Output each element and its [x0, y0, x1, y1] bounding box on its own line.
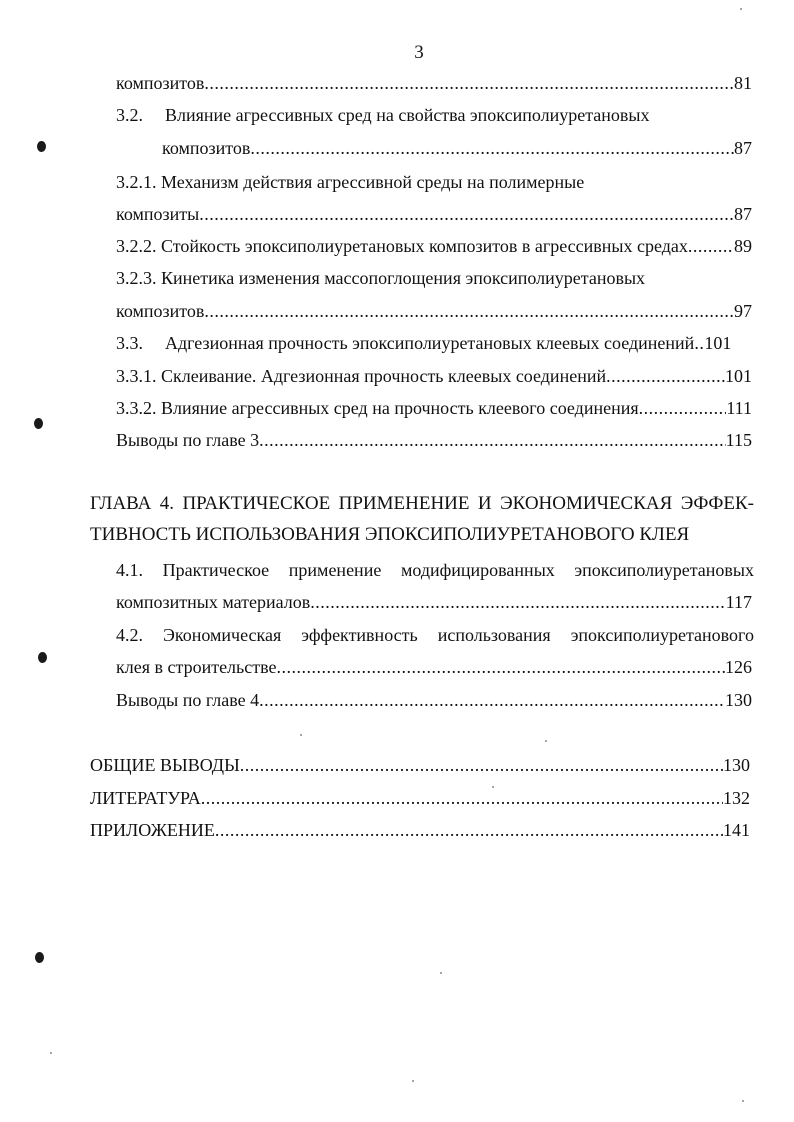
toc-entry-title: ОБЩИЕ ВЫВОДЫ: [90, 755, 240, 775]
binder-hole-mark: [35, 952, 44, 963]
toc-entry-page: 101: [704, 333, 732, 353]
toc-entry: [116, 590, 752, 614]
toc-entry-page: 130: [725, 690, 752, 710]
chapter-heading-line-1: ГЛАВА 4. ПРАКТИЧЕСКОЕ ПРИМЕНЕНИЕ И ЭКОНОМИЧЕСКАЯ ЭФФЕК-: [90, 493, 754, 514]
toc-entry-title: 3.2.3. Кинетика изменения массопоглощения эпоксиполиуретановых: [116, 268, 646, 288]
binder-hole-mark: [38, 652, 47, 663]
scan-speck: [412, 1080, 414, 1082]
toc-entry-page: 126: [725, 657, 752, 677]
leader-dots: [606, 364, 725, 388]
toc-entry-number: 3.2.: [116, 105, 143, 125]
scan-speck: [742, 1100, 744, 1102]
toc-entry: [116, 396, 752, 420]
toc-entry: [116, 655, 752, 679]
toc-entry-page: 141: [723, 820, 750, 840]
leader-dots: [310, 590, 725, 614]
toc-entry-page: 130: [723, 755, 750, 775]
toc-entry-title: Выводы по главе 3: [116, 430, 260, 450]
toc-entry-title: Адгезионная прочность эпоксиполиуретановых клеевых соединений: [165, 333, 695, 353]
page-number: 3: [414, 42, 424, 63]
toc-entry: [116, 428, 752, 452]
toc-entry: [116, 71, 752, 95]
scan-speck: [492, 786, 494, 788]
toc-entry-title: клея в строительстве: [116, 657, 277, 677]
toc-entry-page: 132: [723, 788, 750, 808]
leader-dots: [688, 234, 734, 258]
toc-entry: [162, 136, 752, 160]
toc-entry: [116, 331, 752, 355]
leader-dots: [250, 136, 734, 160]
toc-entry-page: 89: [734, 236, 752, 256]
binder-hole-mark: [34, 418, 43, 429]
toc-entry: [116, 364, 752, 388]
toc-entry-title: композиты: [116, 204, 200, 224]
toc-entry-title: Выводы по главе 4: [116, 690, 260, 710]
leader-dots: [199, 202, 734, 226]
leader-dots: [639, 396, 727, 420]
toc-entry-title: 3.3.1. Склеивание. Адгезионная прочность клеевых соединений: [116, 366, 607, 386]
toc-entry-title: ПРИЛОЖЕНИЕ: [90, 820, 215, 840]
chapter-heading-line-2: ТИВНОСТЬ ИСПОЛЬЗОВАНИЯ ЭПОКСИПОЛИУРЕТАНОВОГО КЛЕЯ: [90, 524, 690, 545]
toc-entry: [116, 299, 752, 323]
toc-entry-page: 111: [726, 398, 752, 418]
toc-entry-heading: 4.1. Практическое применение модифицированных эпоксиполиуретановых: [116, 560, 754, 580]
toc-entry: [90, 753, 750, 777]
toc-entry-title: Влияние агрессивных сред на свойства эпоксиполиуретановых: [165, 105, 650, 125]
toc-entry-title: 3.3.2. Влияние агрессивных сред на прочность клеевого соединения: [116, 398, 639, 418]
leader-dots: ..: [694, 333, 705, 353]
leader-dots: [240, 753, 723, 777]
toc-entry: [116, 202, 752, 226]
toc-entry-heading: [116, 170, 584, 194]
leader-dots: [259, 688, 725, 712]
toc-entry-title: композитов: [116, 301, 205, 321]
scan-speck: [300, 734, 302, 736]
toc-entry-title: 3.2.1. Механизм действия агрессивной среды на полимерные: [116, 172, 585, 192]
toc-entry-heading: [116, 103, 650, 127]
leader-dots: [201, 786, 723, 810]
toc-entry: [116, 234, 752, 258]
toc-entry-heading: 4.2. Экономическая эффективность использования эпоксиполиуретанового: [116, 625, 754, 645]
binder-hole-mark: [37, 141, 46, 152]
leader-dots: [277, 655, 726, 679]
toc-entry-page: 97: [734, 301, 752, 321]
toc-entry-page: 87: [734, 138, 752, 158]
leader-dots: [204, 71, 734, 95]
toc-entry-title: композитов: [162, 138, 251, 158]
leader-dots: [204, 299, 734, 323]
toc-entry-number: 3.3.: [116, 333, 143, 353]
toc-entry: [116, 688, 752, 712]
toc-entry: [90, 786, 750, 810]
scan-speck: [740, 8, 742, 10]
toc-entry-title: композитных материалов: [116, 592, 311, 612]
toc-entry-page: 87: [734, 204, 752, 224]
scan-speck: [440, 972, 442, 974]
scan-speck: [545, 740, 547, 742]
leader-dots: [259, 428, 725, 452]
toc-entry-page: 101: [725, 366, 752, 386]
toc-entry: [90, 818, 750, 842]
toc-entry-page: 117: [725, 592, 752, 612]
leader-dots: [215, 818, 723, 842]
toc-entry-title: композитов: [116, 73, 205, 93]
toc-entry-heading: [116, 266, 645, 290]
toc-entry-title: ЛИТЕРАТУРА: [90, 788, 201, 808]
toc-entry-title: 3.2.2. Стойкость эпоксиполиуретановых композитов в агрессивных средах: [116, 236, 688, 256]
scan-speck: [50, 1052, 52, 1054]
toc-entry-page: 115: [725, 430, 752, 450]
toc-entry-page: 81: [734, 73, 752, 93]
